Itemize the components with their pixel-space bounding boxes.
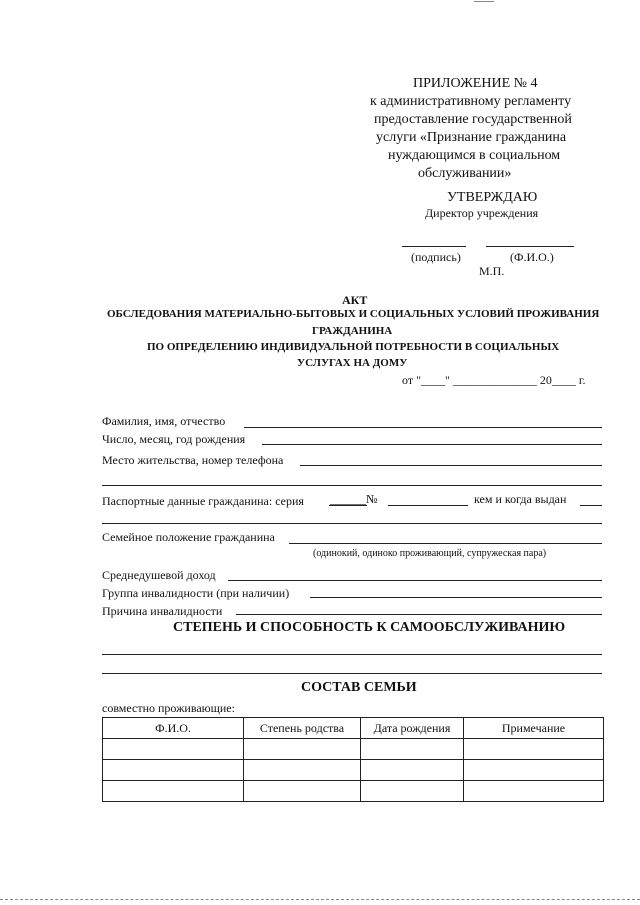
field-line-income[interactable] [228, 580, 602, 581]
name-caption: (Ф.И.О.) [510, 250, 554, 264]
section-title-family: СОСТАВ СЕМЬИ [301, 680, 417, 695]
field-label-passport-number: ______№ [330, 492, 378, 506]
field-label-marital: Семейное положение гражданина [102, 530, 275, 544]
table-row [103, 760, 604, 781]
table-cell[interactable] [103, 760, 244, 781]
table-cell[interactable] [361, 781, 464, 802]
field-line-passport-cont[interactable] [102, 523, 602, 524]
field-line-residence[interactable] [300, 465, 602, 466]
field-label-residence: Место жительства, номер телефона [102, 453, 284, 467]
column-header-birth-date: Дата рождения [361, 718, 464, 739]
table-cell[interactable] [244, 739, 361, 760]
column-header-relation: Степень родства [244, 718, 361, 739]
field-line-disability-cause[interactable] [236, 614, 602, 615]
field-label-issued-by: кем и когда выдан [474, 492, 567, 506]
table-cell[interactable] [361, 760, 464, 781]
section-title-self-care: СТЕПЕНЬ И СПОСОБНОСТЬ К САМООБСЛУЖИВАНИЮ [173, 620, 566, 635]
field-line-full-name[interactable] [244, 427, 602, 428]
field-line-passport-number[interactable] [388, 505, 468, 506]
approval-title: УТВЕРЖДАЮ [447, 190, 538, 205]
stamp-mark: М.П. [479, 264, 505, 278]
table-cell[interactable] [103, 739, 244, 760]
column-header-note: Примечание [464, 718, 604, 739]
cohabiting-label: совместно проживающие: [102, 701, 235, 715]
signature-line [402, 246, 466, 247]
act-title: АКТ [342, 293, 368, 307]
act-subtitle-line: ГРАЖДАНИНА [312, 325, 393, 337]
table-cell[interactable] [244, 781, 361, 802]
act-date-line: от "____" ______________ 20____ г. [402, 373, 586, 387]
self-care-line[interactable] [102, 673, 602, 674]
field-label-income: Среднедушевой доход [102, 568, 216, 582]
table-cell[interactable] [103, 781, 244, 802]
field-line-residence-cont[interactable] [102, 485, 602, 486]
appendix-number: ПРИЛОЖЕНИЕ № 4 [413, 76, 538, 91]
field-line-disability-group[interactable] [310, 597, 602, 598]
field-label-birth-date: Число, месяц, год рождения [102, 432, 246, 446]
scan-edge-mark-top [474, 1, 494, 2]
table-header-row [103, 718, 604, 739]
scan-edge-mark-bottom [0, 899, 640, 900]
table-cell[interactable] [464, 781, 604, 802]
field-label-disability-group: Группа инвалидности (при наличии) [102, 586, 290, 600]
family-table [102, 717, 604, 802]
field-label-full-name: Фамилия, имя, отчество [102, 414, 226, 428]
table-cell[interactable] [464, 760, 604, 781]
column-header-full-name: Ф.И.О. [103, 718, 244, 739]
name-line [486, 246, 574, 247]
self-care-line[interactable] [102, 654, 602, 655]
field-label-disability-cause: Причина инвалидности [102, 604, 223, 618]
table-row [103, 781, 604, 802]
field-line-marital[interactable] [289, 543, 602, 544]
field-line-birth-date[interactable] [262, 444, 602, 445]
appendix-line: обслуживании» [418, 166, 512, 181]
field-hint-marital: (одинокий, одиноко проживающий, супружеская пара) [313, 548, 547, 559]
table-cell[interactable] [361, 739, 464, 760]
act-subtitle-line: УСЛУГАХ НА ДОМУ [297, 357, 408, 369]
field-line-issued-by[interactable] [580, 505, 602, 506]
table-cell[interactable] [464, 739, 604, 760]
appendix-line: предоставление государственной [374, 112, 572, 127]
signature-caption: (подпись) [411, 250, 461, 264]
table-cell[interactable] [244, 760, 361, 781]
appendix-line: услуги «Признание гражданина [376, 130, 567, 145]
approval-position: Директор учреждения [425, 206, 539, 220]
appendix-line: нуждающимся в социальном [388, 148, 561, 163]
act-subtitle-line: ПО ОПРЕДЕЛЕНИЮ ИНДИВИДУАЛЬНОЙ ПОТРЕБНОСТИ В СОЦИАЛЬНЫХ [147, 341, 560, 353]
act-subtitle-line: ОБСЛЕДОВАНИЯ МАТЕРИАЛЬНО-БЫТОВЫХ И СОЦИАЛЬНЫХ УСЛОВИЙ ПРОЖИВАНИЯ [107, 308, 600, 320]
field-label-passport: Паспортные данные гражданина: серия [102, 494, 304, 508]
appendix-line: к административному регламенту [370, 94, 572, 109]
table-row [103, 739, 604, 760]
